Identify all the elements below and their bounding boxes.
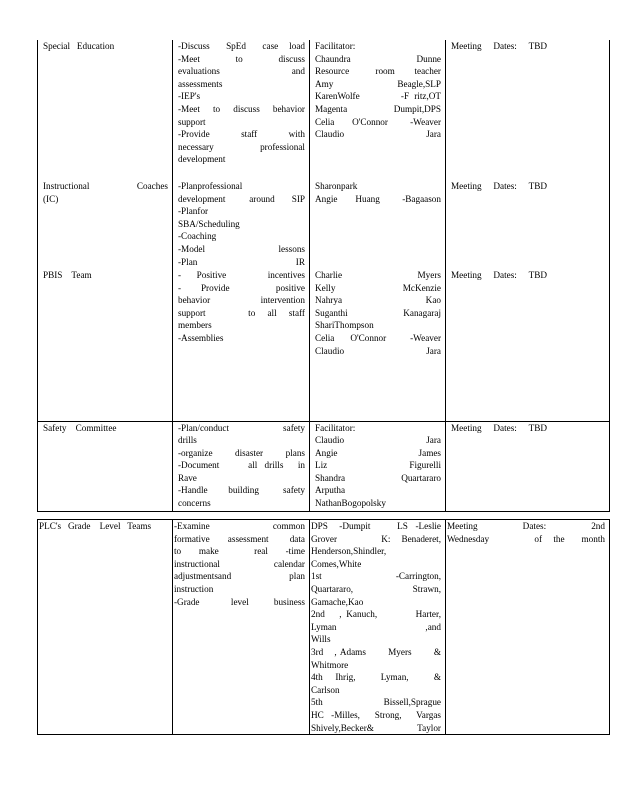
cell-line: Sharonpark xyxy=(315,181,358,191)
meeting-dates xyxy=(451,40,605,53)
meeting-cell xyxy=(446,269,610,421)
table-row xyxy=(38,520,610,735)
cell-line: concerns xyxy=(178,498,211,509)
cell-line: Chaundra Dunne xyxy=(315,53,441,64)
cell-line: NathanBogopolsky xyxy=(315,498,386,509)
cell-line: Safety Committee xyxy=(43,422,117,433)
cell-line: Wednesday of the month xyxy=(447,533,605,544)
cell-line: -Meet to discuss xyxy=(178,53,305,64)
cell-line: Suganthi Kanagaraj xyxy=(315,307,441,318)
cell-line: Liz Figurelli xyxy=(315,460,441,471)
meeting-word: Meeting xyxy=(451,270,482,280)
cell-line: Magenta Dumpit,DPS xyxy=(315,103,441,114)
plc-table xyxy=(37,519,610,735)
cell-line: necessary professional xyxy=(178,141,305,152)
cell-line: -Coaching xyxy=(178,231,217,242)
cell-line: drills xyxy=(178,435,197,446)
cell-line: Lyman ,and xyxy=(311,621,441,632)
cell-line: -Provide staff with xyxy=(178,129,305,140)
cell-line: PBIS Team xyxy=(43,270,92,280)
cell-line: Facilitator: xyxy=(315,41,356,51)
meeting-dates xyxy=(451,269,605,282)
cell-line: -Model lessons xyxy=(178,243,305,254)
cell-line: formative assessment data xyxy=(174,533,305,544)
cell-line: -Plan IR xyxy=(178,256,305,267)
team-cell xyxy=(38,421,173,511)
cell-line: Angie Huang -Bagaason xyxy=(315,193,441,204)
team-cell xyxy=(38,520,173,735)
cell-line: HC -Milles, Strong, Vargas xyxy=(311,709,441,720)
cell-line: -Discuss SpEd case load xyxy=(178,41,305,51)
cell-line: Resource room teacher xyxy=(315,66,441,77)
cell-line: -Planfor xyxy=(178,206,209,217)
cell-line: Whitmore xyxy=(311,659,349,670)
cell-line: 5th Bissell,Sprague xyxy=(311,697,441,708)
meeting-word: Meeting xyxy=(451,181,482,191)
table-row xyxy=(38,269,610,421)
cell-line: adjustmentsand plan xyxy=(174,571,305,582)
meeting-cell xyxy=(446,40,610,180)
meeting-word: TBD xyxy=(528,270,547,280)
cell-line: Gamache,Kao xyxy=(311,596,364,607)
purpose-cell xyxy=(173,520,310,735)
cell-line: DPS -Dumpit LS -Leslie xyxy=(311,521,441,531)
cell-line: Angie James xyxy=(315,447,441,458)
table-row xyxy=(38,40,610,180)
cell-line: development xyxy=(178,154,226,165)
cell-line: assessments xyxy=(178,78,223,89)
purpose-cell xyxy=(173,180,310,269)
cell-line: -organize disaster plans xyxy=(178,447,305,458)
meeting-cell xyxy=(446,180,610,269)
cell-line: Amy Beagle,SLP xyxy=(315,78,441,89)
cell-line: instruction xyxy=(174,583,214,594)
meeting-cell xyxy=(446,520,610,735)
cell-line: development around SIP xyxy=(178,193,305,204)
committee-table xyxy=(37,40,610,512)
cell-line: 3rd , Adams Myers & xyxy=(311,646,441,657)
cell-line: -Assemblies xyxy=(178,332,224,343)
team-cell xyxy=(38,269,173,421)
cell-line: Wills xyxy=(311,634,331,645)
cell-line: - Provide positive xyxy=(178,282,305,293)
cell-line: support xyxy=(178,116,206,127)
cell-line: instructional calendar xyxy=(174,558,305,569)
cell-line: Shively,Becker& Taylor xyxy=(311,722,441,733)
cell-line: Claudio Jara xyxy=(315,345,441,356)
meeting-dates xyxy=(451,180,605,193)
members-cell xyxy=(310,40,446,180)
cell-line: -Planprofessional xyxy=(178,181,243,191)
meeting-word: TBD xyxy=(528,41,547,51)
cell-line: Comes,White xyxy=(311,558,362,569)
purpose-cell xyxy=(173,421,310,511)
cell-line: Celia O'Connor -Weaver xyxy=(315,116,441,127)
members-cell xyxy=(310,520,446,735)
cell-line: Charlie Myers xyxy=(315,270,441,280)
cell-line: 1st -Carrington, xyxy=(311,571,441,582)
cell-line: Henderson,Shindler, xyxy=(311,546,387,557)
meeting-word: Dates: xyxy=(493,422,517,433)
purpose-cell xyxy=(173,269,310,421)
cell-line: Facilitator: xyxy=(315,422,356,433)
members-cell xyxy=(310,421,446,511)
cell-line: Rave xyxy=(178,472,197,483)
meeting-word: Meeting xyxy=(451,41,482,51)
cell-line: -Grade level business xyxy=(174,596,305,607)
cell-line: Special Education xyxy=(43,41,115,51)
cell-line: -Document all drills in xyxy=(178,460,305,471)
cell-line: Claudio Jara xyxy=(315,435,441,446)
table-row xyxy=(38,421,610,511)
cell-line: Arputha xyxy=(315,485,346,496)
cell-line: Instructional Coaches xyxy=(43,181,168,191)
meeting-word: Dates: xyxy=(493,41,517,51)
table-row xyxy=(38,180,610,269)
cell-line: -IEP's xyxy=(178,91,201,102)
cell-line: Kelly McKenzie xyxy=(315,282,441,293)
team-cell xyxy=(38,40,173,180)
cell-line: Celia O'Connor -Weaver xyxy=(315,332,441,343)
purpose-cell xyxy=(173,40,310,180)
cell-line: Meeting Dates: 2nd xyxy=(447,521,605,531)
cell-line: SBA/Scheduling xyxy=(178,218,240,229)
cell-line: to make real -time xyxy=(174,546,305,557)
cell-line: Shandra Quartararo xyxy=(315,472,441,483)
meeting-cell xyxy=(446,421,610,511)
meeting-word: Dates: xyxy=(493,181,517,191)
cell-line: Quartararo, Strawn, xyxy=(311,583,441,594)
cell-line: Claudio Jara xyxy=(315,129,441,140)
cell-line: 2nd , Kanuch, Harter, xyxy=(311,609,441,620)
cell-line: support to all staff xyxy=(178,307,305,318)
cell-line: ShariThompson xyxy=(315,320,374,331)
cell-line: KarenWolfe -F ritz,OT xyxy=(315,91,441,102)
cell-line: -Handle building safety xyxy=(178,485,305,496)
cell-line: PLC's Grade Level Teams xyxy=(39,521,152,531)
cell-line: Grover K: Benaderet, xyxy=(311,533,441,544)
cell-line: Nahrya Kao xyxy=(315,295,441,306)
cell-line: behavior intervention xyxy=(178,295,305,306)
meeting-word: Meeting xyxy=(451,422,482,433)
cell-line: 4th Ihrig, Lyman, & Carlson xyxy=(311,672,444,695)
meeting-word: TBD xyxy=(528,422,547,433)
cell-line: -Examine common xyxy=(174,521,305,531)
members-cell xyxy=(310,180,446,269)
cell-line: evaluations and xyxy=(178,66,305,77)
team-cell xyxy=(38,180,173,269)
members-cell xyxy=(310,269,446,421)
cell-line: members xyxy=(178,320,212,331)
cell-line: -Meet to discuss behavior xyxy=(178,103,305,114)
cell-line: - Positive incentives xyxy=(178,270,305,280)
meeting-word: TBD xyxy=(528,181,547,191)
meeting-word: Dates: xyxy=(493,270,517,280)
cell-line: -Plan/conduct safety xyxy=(178,422,305,433)
meeting-dates xyxy=(451,422,605,435)
cell-line: (IC) xyxy=(43,193,59,204)
